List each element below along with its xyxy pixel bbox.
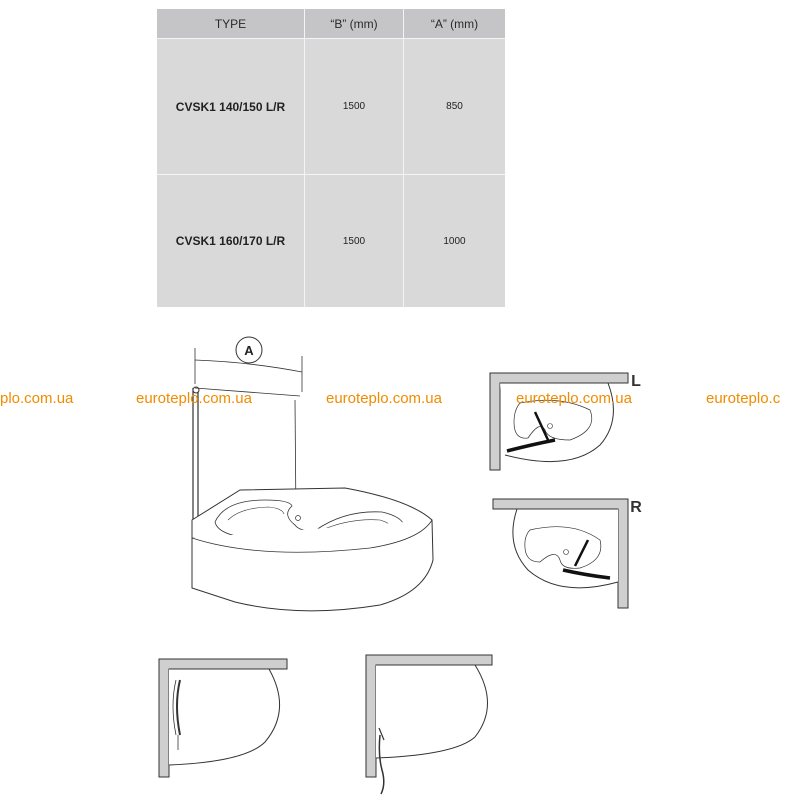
- watermark-text: euroteplo.com.ua: [516, 390, 632, 407]
- row1-b: 1500: [305, 39, 404, 175]
- header-b: “B” (mm): [305, 9, 404, 39]
- left-variant-label: L: [631, 373, 641, 390]
- row2-type: CVSK1 160/170 L/R: [157, 175, 305, 307]
- row1-a: 850: [404, 39, 506, 175]
- bathtub-perspective: [192, 337, 433, 611]
- row2-b: 1500: [305, 175, 404, 307]
- watermark-text: euroteplo.com.ua: [326, 390, 442, 407]
- bottom-right-topview: [366, 655, 492, 794]
- right-variant-topview: [493, 499, 628, 608]
- watermark-text-partial-left: plo.com.ua: [0, 390, 74, 407]
- header-a: “A” (mm): [404, 9, 506, 39]
- header-type: TYPE: [157, 9, 305, 39]
- watermark-strip: [0, 390, 781, 407]
- right-variant-label: R: [630, 499, 642, 516]
- watermark-text: euroteplo.com.ua: [136, 390, 252, 407]
- dimension-a-label: A: [244, 343, 254, 358]
- row2-a: 1000: [443, 235, 466, 247]
- watermark-text-partial-right: euroteplo.c: [706, 390, 781, 407]
- bottom-left-topview: [159, 659, 287, 777]
- row1-type: CVSK1 140/150 L/R: [157, 39, 305, 175]
- left-variant-topview: [490, 373, 628, 470]
